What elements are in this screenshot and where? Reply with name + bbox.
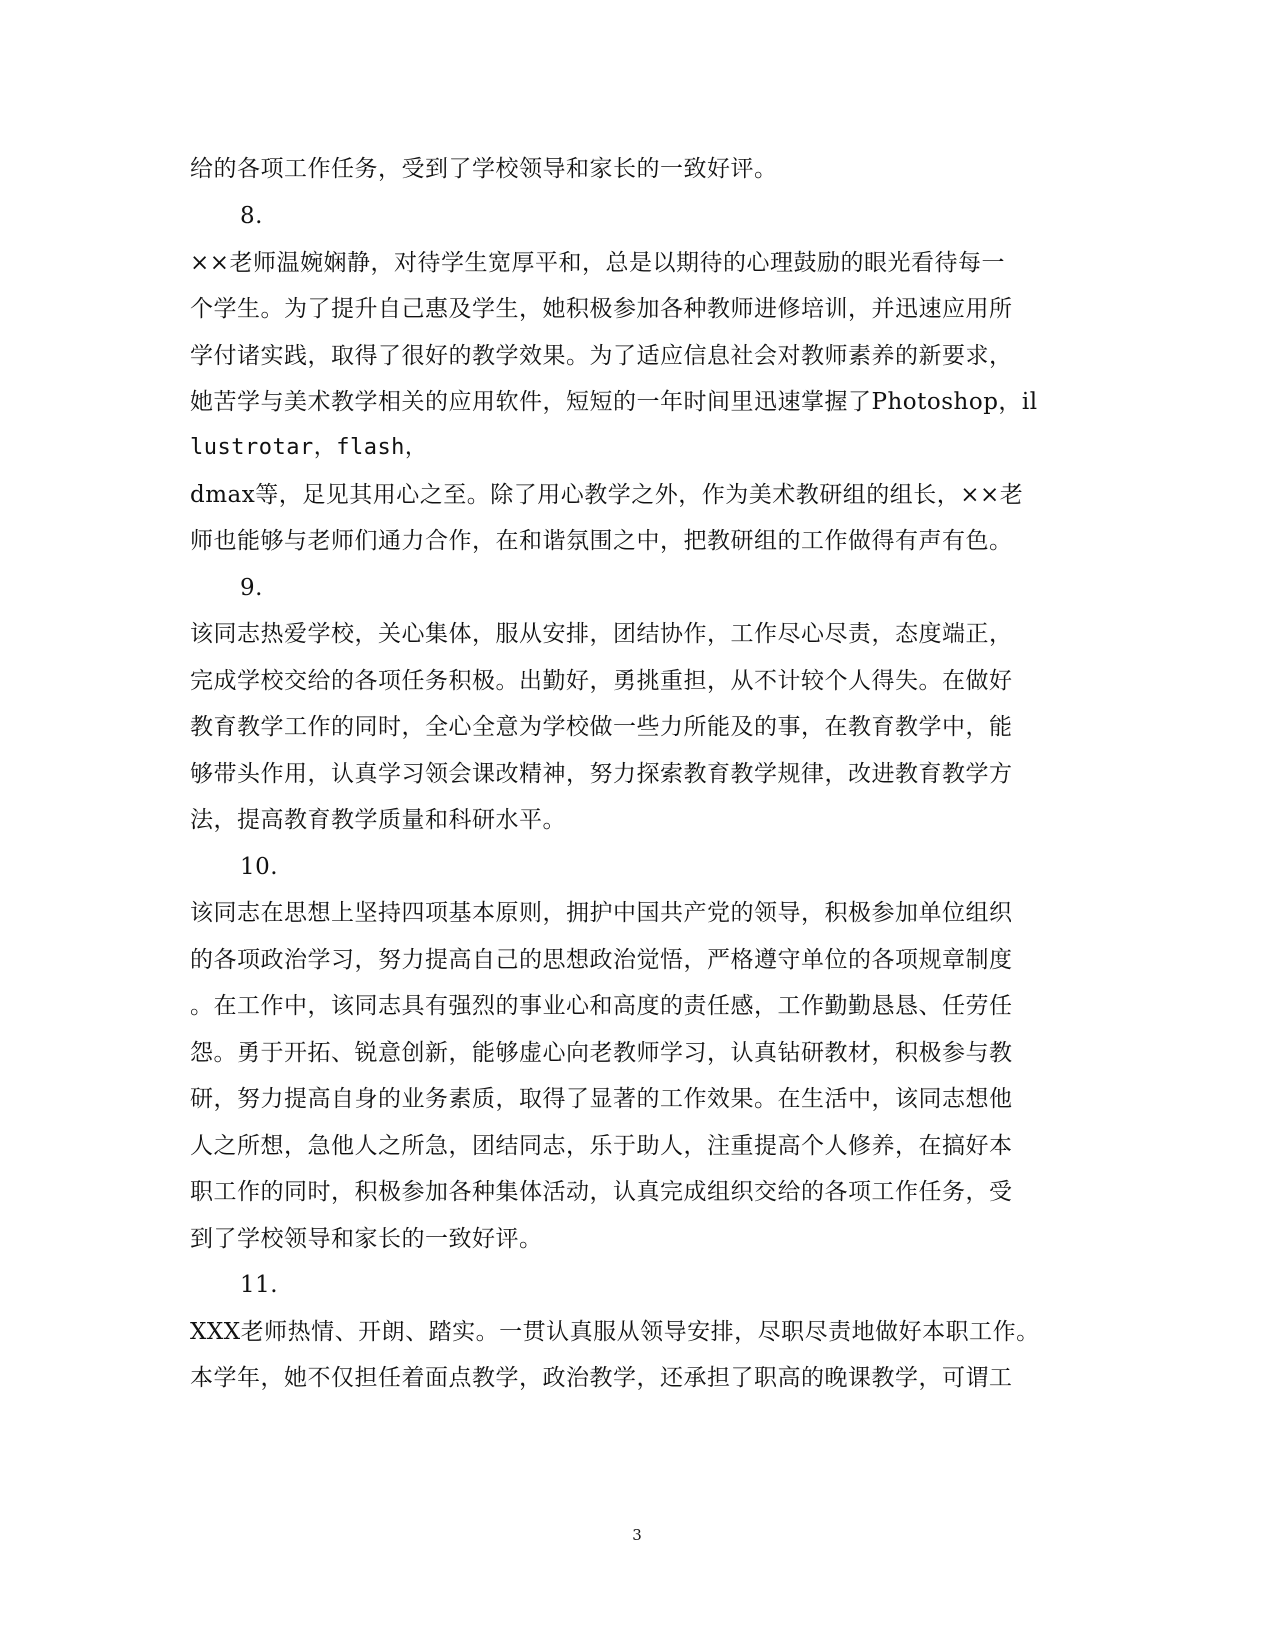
page-number: 3 [632, 1526, 642, 1544]
text-line: 到了学校领导和家长的一致好评。 [190, 1226, 543, 1252]
text-line: 的各项政治学习，努力提高自己的思想政治觉悟，严格遵守单位的各项规章制度 [190, 947, 1013, 973]
text-line: 该同志在思想上坚持四项基本原则，拥护中国共产党的领导，积极参加单位组织 [190, 900, 1013, 926]
text-line: 该同志热爱学校，关心集体，服从安排，团结协作，工作尽心尽责，态度端正， [190, 621, 1013, 647]
text-line: 本学年，她不仅担任着面点教学，政治教学，还承担了职高的晚课教学，可谓工 [190, 1365, 1013, 1391]
text-line: 研，努力提高自身的业务素质，取得了显著的工作效果。在生活中，该同志想他 [190, 1086, 1013, 1112]
text-line: XXX老师热情、开朗、踏实。一贯认真服从领导安排，尽职尽责地做好本职工作。 [190, 1319, 1040, 1345]
text-line: 。在工作中，该同志具有强烈的事业心和高度的责任感，工作勤勤恳恳、任劳任 [190, 993, 1013, 1019]
text-line: dmax等，足见其用心之至。除了用心教学之外，作为美术教研组的组长，××老 [190, 482, 1024, 508]
text-line: 师也能够与老师们通力合作，在和谐氛围之中，把教研组的工作做得有声有色。 [190, 528, 1013, 554]
text-line: 她苦学与美术教学相关的应用软件，短短的一年时间里迅速掌握了Photoshop，il [190, 389, 1038, 415]
text-line: 人之所想，急他人之所急，团结同志，乐于助人，注重提高个人修养，在搞好本 [190, 1133, 1013, 1159]
item-number: 9. [240, 575, 263, 601]
text-line: 职工作的同时，积极参加各种集体活动，认真完成组织交给的各项工作任务，受 [190, 1179, 1013, 1205]
text-line: 够带头作用，认真学习领会课改精神，努力探索教育教学规律，改进教育教学方 [190, 761, 1013, 787]
text-line: 教育教学工作的同时，全心全意为学校做一些力所能及的事，在教育教学中，能 [190, 714, 1013, 740]
text-line: lustrotar，flash， [190, 435, 428, 460]
text-line: 给的各项工作任务，受到了学校领导和家长的一致好评。 [190, 156, 778, 182]
item-number: 8. [240, 203, 263, 229]
item-number: 10. [240, 854, 279, 880]
text-line: ××老师温婉娴静，对待学生宽厚平和，总是以期待的心理鼓励的眼光看待每一 [190, 250, 1006, 276]
text-line: 完成学校交给的各项任务积极。出勤好，勇挑重担，从不计较个人得失。在做好 [190, 668, 1013, 694]
text-line: 个学生。为了提升自己惠及学生，她积极参加各种教师进修培训，并迅速应用所 [190, 296, 1013, 322]
text-line: 法，提高教育教学质量和科研水平。 [190, 807, 566, 833]
text-line: 怨。勇于开拓、锐意创新，能够虚心向老教师学习，认真钻研教材，积极参与教 [190, 1040, 1013, 1066]
item-number: 11. [240, 1272, 279, 1298]
text-line: 学付诸实践，取得了很好的教学效果。为了适应信息社会对教师素养的新要求， [190, 343, 1013, 369]
